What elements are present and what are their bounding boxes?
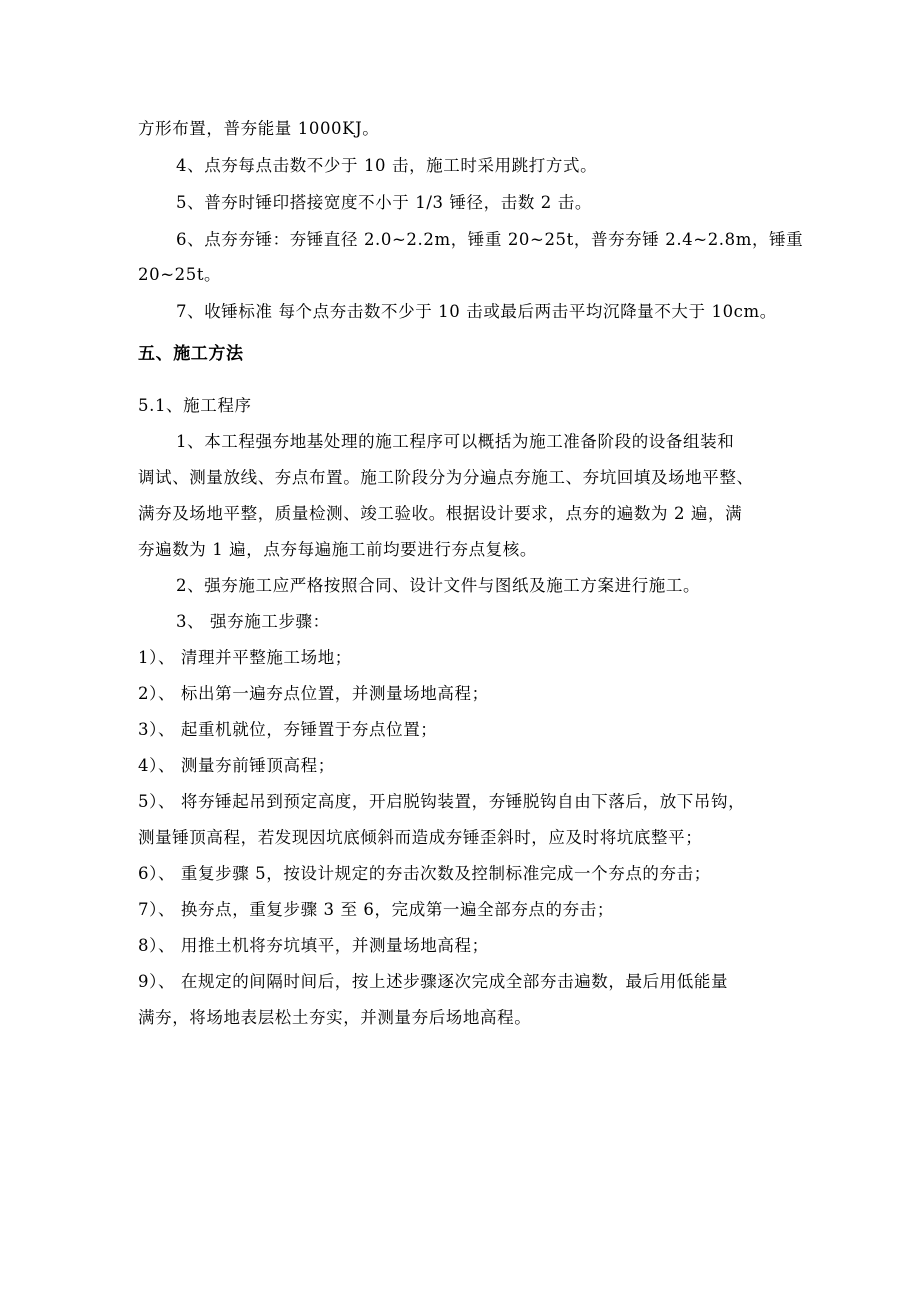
text-line: 1、本工程强夯地基处理的施工程序可以概括为施工准备阶段的设备组装和 [176,432,735,451]
text-line: 调试、测量放线、夯点布置。施工阶段分为分遍点夯施工、夯坑回填及场地平整、 [138,468,754,487]
text-line: 测量锤顶高程，若发现因坑底倾斜而造成夯锤歪斜时，应及时将坑底整平； [138,828,703,847]
text-line: 夯遍数为 1 遍，点夯每遍施工前均要进行夯点复核。 [138,540,537,559]
subsection-heading: 5.1、施工程序 [138,396,252,415]
step-item: 2）、 标出第一遍夯点位置，并测量场地高程； [138,684,489,703]
text-line: 2、强夯施工应严格按照合同、设计文件与图纸及施工方案进行施工。 [176,576,701,595]
text-line: 3、 强夯施工步骤： [176,612,330,631]
step-item: 3）、 起重机就位，夯锤置于夯点位置； [138,720,438,739]
step-item: 8）、 用推土机将夯坑填平，并测量场地高程； [138,936,489,955]
step-item: 9）、 在规定的间隔时间后，按上述步骤逐次完成全部夯击遍数，最后用低能量 [138,972,729,991]
text-line: 20~25t。 [138,265,222,284]
text-line: 4、点夯每点击数不少于 10 击，施工时采用跳打方式。 [176,156,598,175]
text-line: 6、点夯夯锤：夯锤直径 2.0~2.2m，锤重 20~25t，普夯夯锤 2.4~2.8m，锤重 [176,230,804,249]
text-line: 5、普夯时锤印搭接宽度不小于 1/3 锤径，击数 2 击。 [176,193,592,212]
text-line: 方形布置，普夯能量 1000KJ。 [138,119,380,138]
step-item: 5）、 将夯锤起吊到预定高度，开启脱钩装置，夯锤脱钩自由下落后，放下吊钩， [138,792,746,811]
text-line: 7、收锤标准 每个点夯击数不少于 10 击或最后两击平均沉降量不大于 10cm。 [176,302,777,321]
step-item: 6）、 重复步骤 5，按设计规定的夯击次数及控制标准完成一个夯点的夯击； [138,864,711,883]
step-item: 1）、 清理并平整施工场地； [138,648,352,667]
section-heading: 五、施工方法 [138,344,244,364]
step-item: 4）、 测量夯前锤顶高程； [138,756,335,775]
step-item: 7）、 换夯点，重复步骤 3 至 6，完成第一遍全部夯点的夯击； [138,900,614,919]
text-line: 满夯及场地平整，质量检测、竣工验收。根据设计要求，点夯的遍数为 2 遍，满 [138,504,743,523]
text-line: 满夯，将场地表层松土夯实，并测量夯后场地高程。 [138,1008,532,1027]
